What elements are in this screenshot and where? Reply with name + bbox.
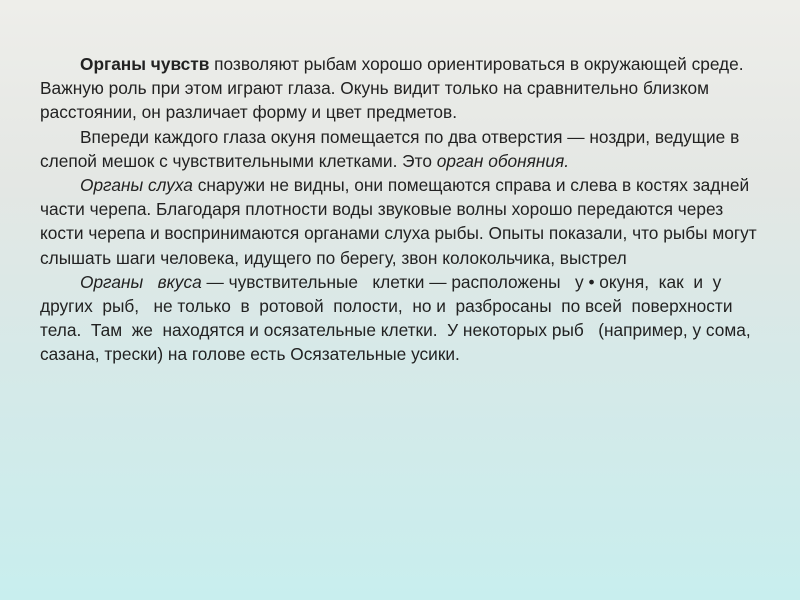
paragraph-text: снаружи не видны, они помещаются справа и слева в костях задней части черепа. Благодаря плотности воды звуковые волны хорошо передаются через кости черепа и воспринимаются органами слуха рыбы. Опыты показали, что рыбы могут слышать шаги человека, идущего по берегу, звон колокольчика, выстрел xyxy=(40,175,757,268)
paragraph-smell xyxy=(40,125,760,173)
term-sense-organs: Органы чувств xyxy=(80,54,210,74)
paragraph-taste xyxy=(40,270,760,367)
text-block xyxy=(40,52,760,367)
paragraph-hearing xyxy=(40,173,760,270)
paragraph-text: позволяют рыбам хорошо ориентироваться в окружающей среде. Важную роль при этом играют глаза. Окунь видит только на сравнительно близком расстоянии, он различает форму и цвет предметов. xyxy=(40,54,744,123)
paragraph-text: — чувствительные клетки — расположены у • окуня, как и у других рыб, не только в ротовой полости, но и разбросаны по всей поверхности тела. Там же находятся и осязательные клетки. У некоторых рыб (например, у сома, сазана, трески) на голове есть Осязательные усики. xyxy=(40,271,756,365)
paragraph-sense-organs xyxy=(40,52,760,125)
term-taste-organs: Органы вкуса xyxy=(80,271,202,292)
term-smell-organ: орган обоняния. xyxy=(436,150,570,171)
term-hearing-organs: Органы слуха xyxy=(80,175,193,196)
paragraph-text: Впереди каждого глаза окуня помещается по два отверстия — ноздри, ведущие в слепой мешок с чувствительными клетками. Это xyxy=(40,126,740,171)
